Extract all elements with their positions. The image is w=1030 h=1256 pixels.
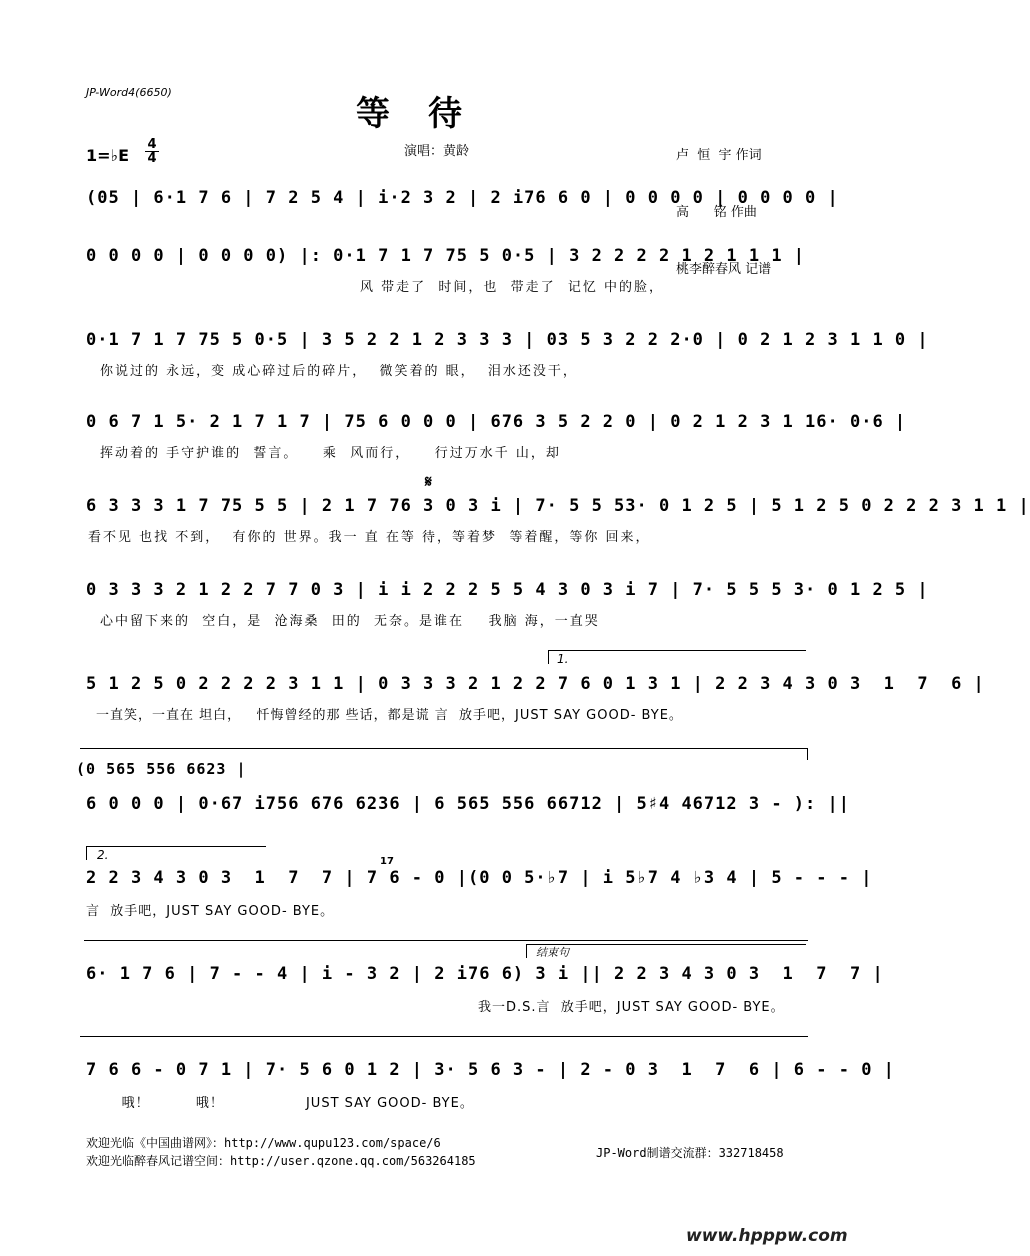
ending-label: 结束句 bbox=[536, 946, 569, 959]
score-row-8: 6 0 0 0 | 0·67 i756 676 6236 | 6 565 556 66712 | 5♯4 46712 3 - ): || bbox=[86, 794, 850, 814]
volta-1-bracket-side bbox=[548, 650, 549, 664]
lyrics-row-10: 我一D.S.言 放手吧，JUST SAY GOOD- BYE。 bbox=[478, 1000, 785, 1015]
system-divider-11 bbox=[80, 1036, 808, 1037]
volta-1-label: 1. bbox=[557, 652, 569, 666]
score-row-2: 0 0 0 0 | 0 0 0 0) |: 0·1 7 1 7 75 5 0·5 | 3 2 2 2 2 1 2 1 1 1 | bbox=[86, 246, 806, 266]
score-row-5: 6 3 3 3 1 7 75 5 5 | 2 1 7 76 3 0 3 i | 7· 5 5 53· 0 1 2 5 | 5 1 2 5 0 2 2 2 3 1 1 | bbox=[86, 496, 1030, 516]
lyrics-row-11: 哦！ 哦！ JUST SAY GOOD- BYE。 bbox=[96, 1096, 474, 1111]
ending-bracket-side bbox=[526, 944, 527, 958]
score-row-1: (05 | 6·1 7 6 | 7 2 5 4 | i·2 3 2 | 2 i76 6 0 | 0 0 0 0 | 0 0 0 0 | bbox=[86, 188, 839, 208]
segno-mark: 𝄋 bbox=[425, 472, 432, 491]
lyrics-row-3: 你说过的 永远，变 成心碎过后的碎片， 微笑着的 眼， 泪水还没干， bbox=[100, 364, 578, 379]
lyrics-row-9: 言 放手吧，JUST SAY GOOD- BYE。 bbox=[86, 904, 335, 919]
song-title: 等待 bbox=[356, 94, 500, 134]
score-row-11: 7 6 6 - 0 7 1 | 7· 5 6 0 1 2 | 3· 5 6 3 - | 2 - 0 3 1 7 6 | 6 - - 0 | bbox=[86, 1060, 895, 1080]
score-row-7: 5 1 2 5 0 2 2 2 2 3 1 1 | 0 3 3 3 2 1 2 2 7 6 0 1 3 1 | 2 2 3 4 3 0 3 1 7 6 | bbox=[86, 674, 985, 694]
lyrics-row-4: 挥动着的 手守护谁的 誓言。 乘 风而行， 行过万水千 山，却 bbox=[100, 446, 561, 461]
singer-label: 演唱：黄龄 bbox=[404, 144, 470, 159]
footer-link-1: 欢迎光临《中国曲谱网》：http://www.qupu123.com/space/6 bbox=[86, 1136, 441, 1150]
watermark: www.hpppw.com bbox=[686, 1226, 848, 1246]
volta-2-bracket bbox=[86, 846, 266, 847]
credit-composer: 高 铭 作曲 bbox=[676, 205, 757, 220]
score-row-9: 2 2 3 4 3 0 3 1 7 7 | 7 6 - 0 |(0 0 5·♭7 | i 5♭7 4 ♭3 4 | 5 - - - | bbox=[86, 868, 873, 888]
credit-transcriber: 桃李醉春风 记谱 bbox=[676, 262, 772, 277]
lyrics-row-6: 心中留下来的 空白，是 沧海桑 田的 无奈。是谁在 我脑 海，一直哭 bbox=[100, 614, 600, 629]
footer-group: JP-Word制谱交流群：332718458 bbox=[596, 1146, 784, 1160]
grace-note: 17 bbox=[380, 856, 394, 867]
time-sig-bottom: 4 bbox=[145, 151, 159, 165]
key-signature: 1=♭E bbox=[86, 146, 130, 165]
footer-link-2: 欢迎光临醉春风记谱空间：http://user.qzone.qq.com/563264185 bbox=[86, 1154, 476, 1168]
lyrics-row-5: 看不见 也找 不到， 有你的 世界。我一 直 在等 待，等着梦 等着醒，等你 回来， bbox=[88, 530, 651, 545]
volta-1-bracket bbox=[548, 650, 806, 651]
system-divider-8 bbox=[80, 748, 808, 749]
score-row-8-upper: (0 565 556 6623 | bbox=[76, 760, 247, 778]
software-label: JP-Word4(6650) bbox=[86, 86, 172, 99]
score-row-3: 0·1 7 1 7 75 5 0·5 | 3 5 2 2 1 2 3 3 3 | 03 5 3 2 2 2·0 | 0 2 1 2 3 1 1 0 | bbox=[86, 330, 929, 350]
volta-2-label: 2. bbox=[97, 848, 109, 862]
lyrics-row-2: 风 带走了 时间，也 带走了 记忆 中的脸， bbox=[360, 280, 665, 295]
system-divider-10 bbox=[84, 940, 808, 941]
score-row-4: 0 6 7 1 5· 2 1 7 1 7 | 75 6 0 0 0 | 676 3 5 2 2 0 | 0 2 1 2 3 1 16· 0·6 | bbox=[86, 412, 907, 432]
time-sig-top: 4 bbox=[147, 137, 157, 152]
score-row-10: 6· 1 7 6 | 7 - - 4 | i - 3 2 | 2 i76 6) 3 i || 2 2 3 4 3 0 3 1 7 7 | bbox=[86, 964, 884, 984]
lyrics-row-7: 一直笑，一直在 坦白， 忏悔曾经的那 些话，都是谎 言 放手吧，JUST SAY GOOD- BYE。 bbox=[96, 708, 683, 723]
score-row-6: 0 3 3 3 2 1 2 2 7 7 0 3 | i i 2 2 2 5 5 4 3 0 3 i 7 | 7· 5 5 5 3· 0 1 2 5 | bbox=[86, 580, 929, 600]
time-signature bbox=[145, 138, 159, 165]
system-divider-8-end bbox=[807, 748, 808, 760]
credit-lyricist: 卢 恒 宇 作词 bbox=[676, 148, 762, 163]
volta-2-bracket-side bbox=[86, 846, 87, 860]
